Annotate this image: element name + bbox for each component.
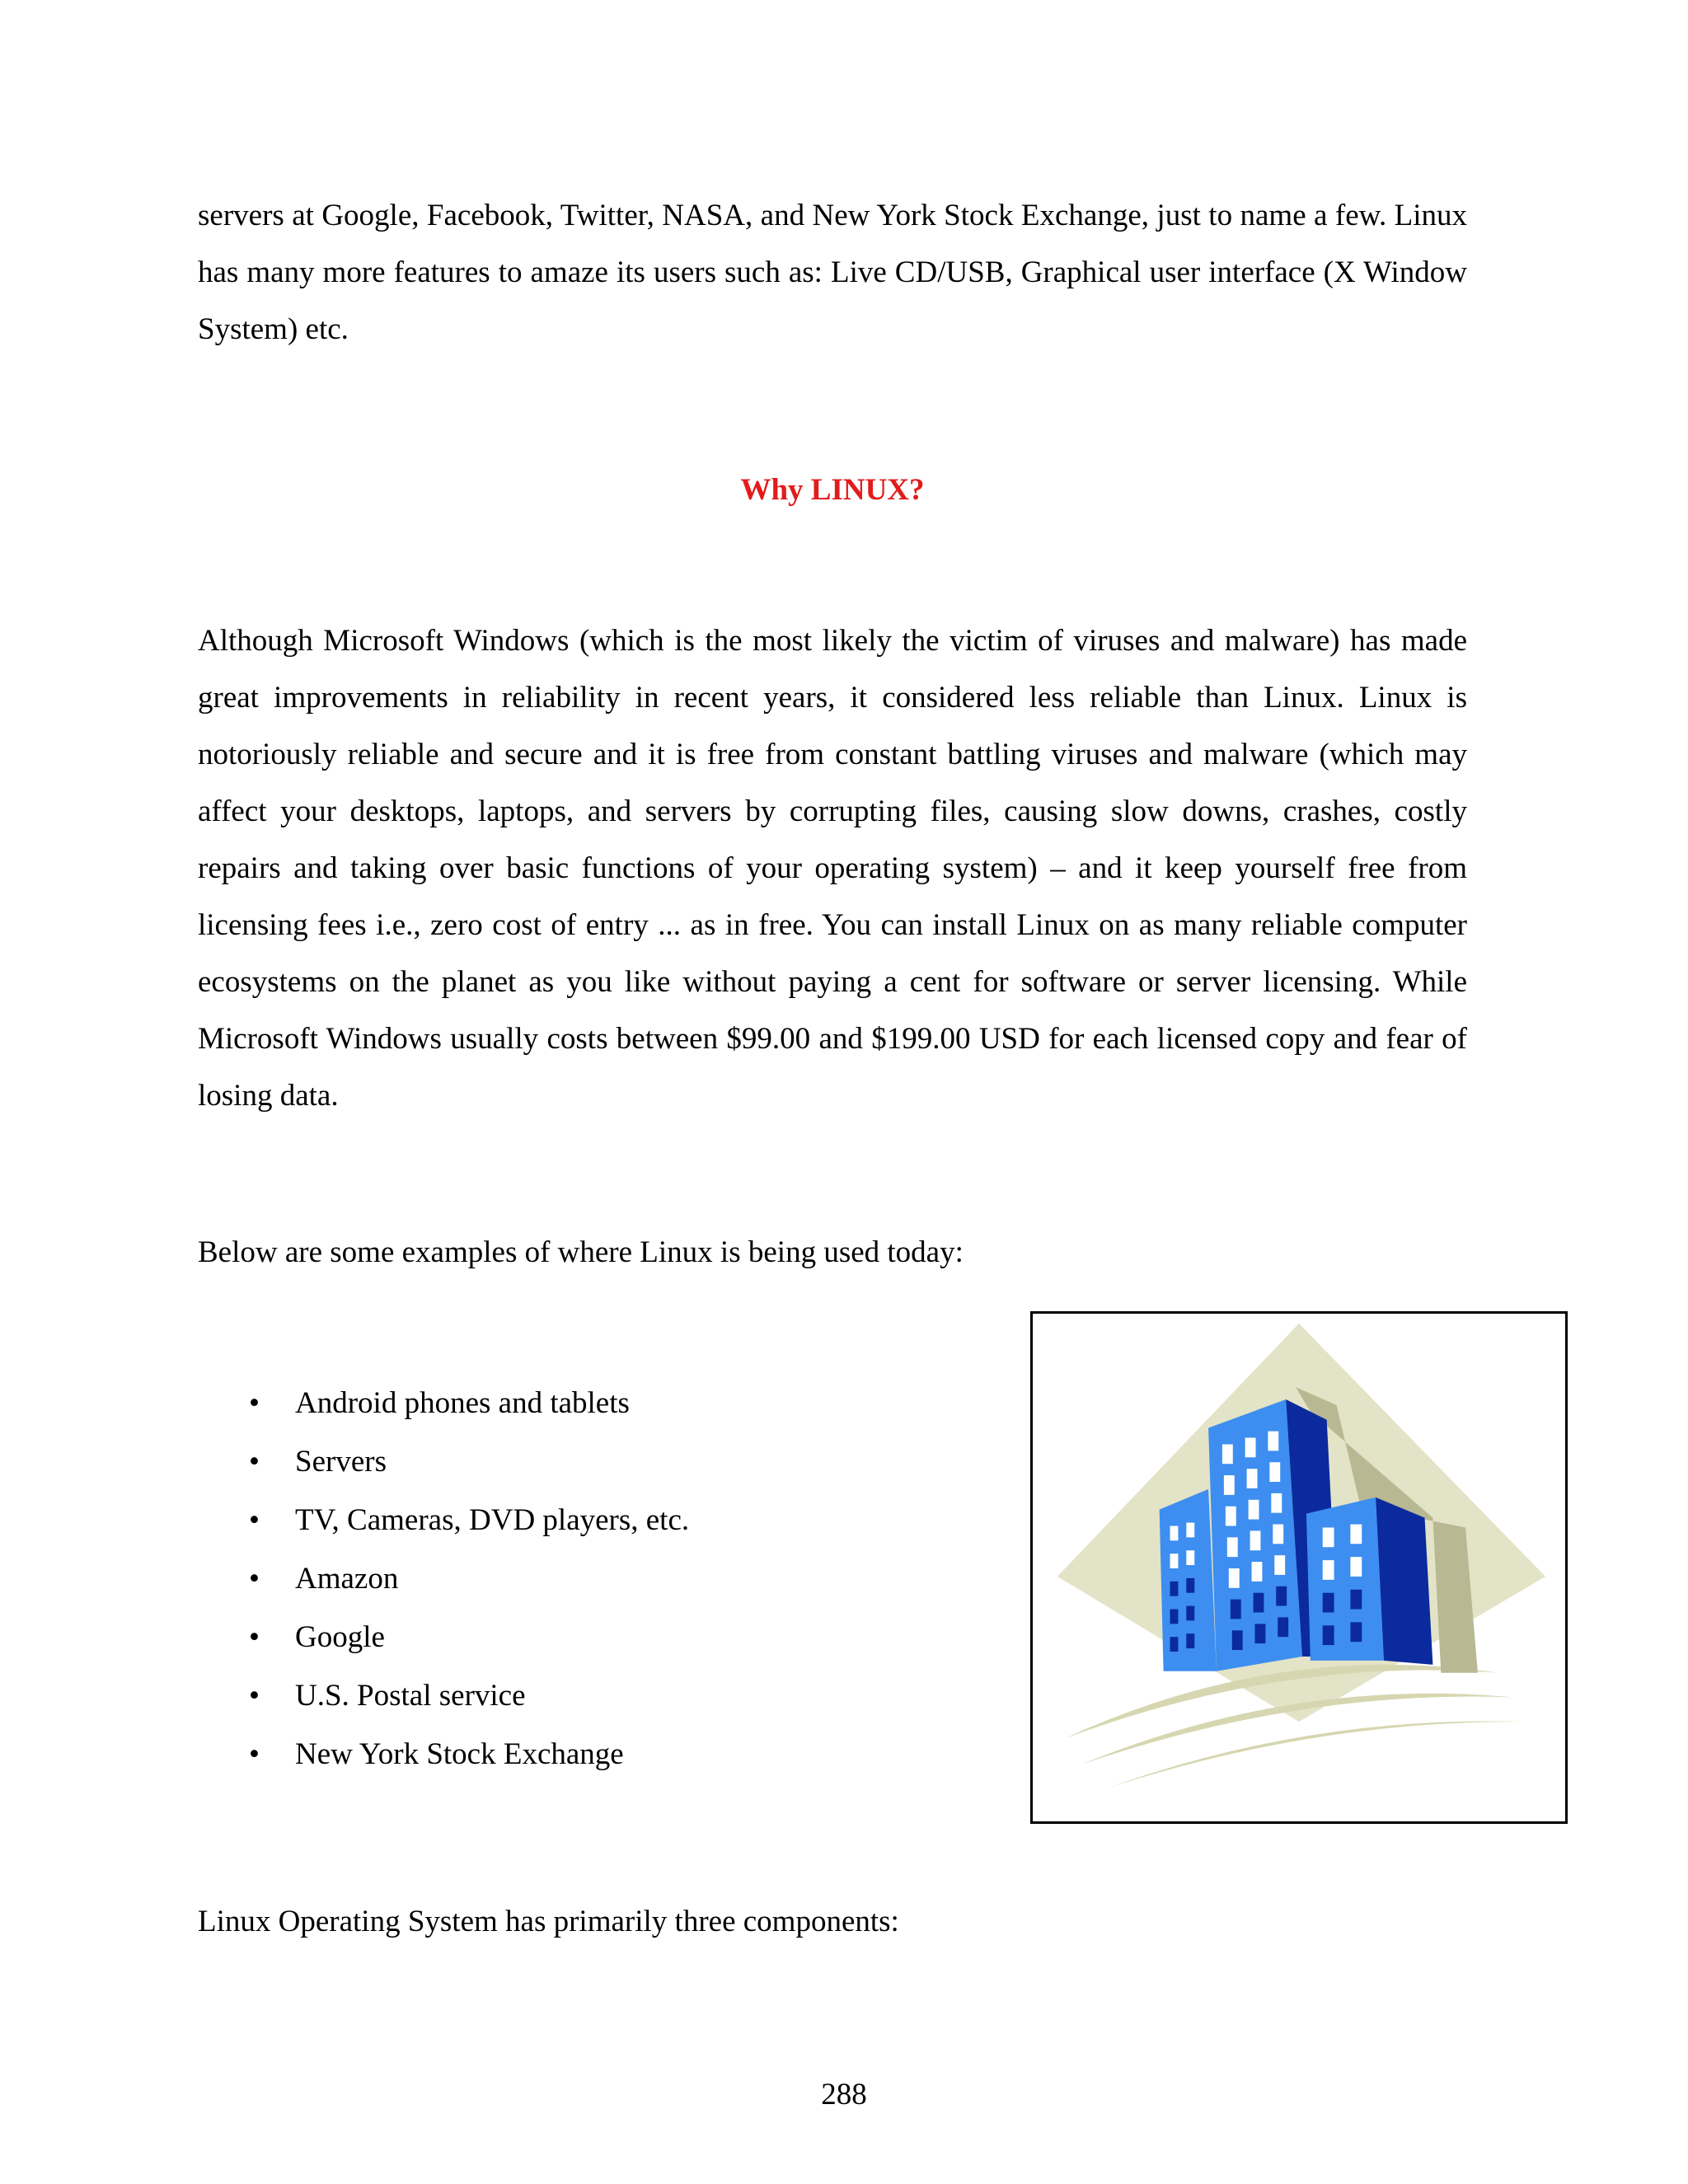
clipart-window bbox=[1224, 1475, 1235, 1495]
clipart-window bbox=[1170, 1582, 1179, 1596]
list-item bbox=[198, 1725, 689, 1783]
clipart-window bbox=[1350, 1590, 1362, 1610]
clipart-window bbox=[1245, 1438, 1256, 1458]
bullet-icon: • bbox=[249, 1386, 260, 1420]
clipart-window bbox=[1255, 1624, 1266, 1643]
clipart-building-right bbox=[1306, 1497, 1384, 1661]
clipart-swoosh bbox=[1082, 1694, 1515, 1765]
clipart-window bbox=[1252, 1562, 1263, 1582]
clipart-window bbox=[1170, 1610, 1179, 1624]
list-item bbox=[198, 1432, 689, 1491]
list-item-text: Amazon bbox=[295, 1562, 399, 1596]
list-item-text: New York Stock Exchange bbox=[295, 1737, 624, 1771]
bullet-icon: • bbox=[249, 1620, 260, 1654]
clipart-window bbox=[1186, 1606, 1194, 1621]
clipart-swoosh bbox=[1110, 1722, 1522, 1788]
list-item bbox=[198, 1549, 689, 1608]
clipart-window bbox=[1323, 1625, 1334, 1645]
clipart-window bbox=[1278, 1617, 1288, 1637]
bullet-icon: • bbox=[249, 1737, 260, 1771]
list-item bbox=[198, 1491, 689, 1549]
list-item bbox=[198, 1608, 689, 1666]
clipart-window bbox=[1226, 1507, 1236, 1526]
clipart-window bbox=[1229, 1568, 1240, 1588]
page-number: 288 bbox=[821, 2078, 867, 2111]
clipart-window bbox=[1273, 1525, 1283, 1544]
clipart-window bbox=[1231, 1600, 1241, 1619]
intro-paragraph: servers at Google, Facebook, Twitter, NASA, and New York Stock Exchange, just to name a few. Linux has many more features to amaze its users such as: Live CD/USB, Graphical user interface (X Window System) etc. bbox=[198, 199, 1467, 346]
clipart-window bbox=[1323, 1560, 1334, 1580]
clipart-window bbox=[1170, 1526, 1179, 1540]
office-buildings-icon bbox=[1033, 1314, 1565, 1821]
bullet-icon: • bbox=[249, 1445, 260, 1479]
clipart-window bbox=[1276, 1586, 1287, 1606]
clipart-window bbox=[1323, 1593, 1334, 1613]
clipart-window bbox=[1254, 1593, 1264, 1613]
clipart-window bbox=[1249, 1500, 1259, 1520]
clipart-window bbox=[1350, 1557, 1362, 1577]
bullet-icon: • bbox=[249, 1503, 260, 1537]
list-item bbox=[198, 1374, 689, 1432]
clipart-window bbox=[1186, 1523, 1194, 1538]
clipart-window bbox=[1186, 1578, 1194, 1593]
clipart-window bbox=[1222, 1444, 1233, 1464]
section-heading: Why LINUX? bbox=[740, 473, 925, 507]
clipart-window bbox=[1350, 1622, 1362, 1642]
clipart-window bbox=[1274, 1555, 1285, 1575]
bullet-icon: • bbox=[249, 1562, 260, 1596]
list-item-text: Google bbox=[295, 1620, 385, 1654]
clipart-window bbox=[1247, 1469, 1258, 1488]
clipart-window bbox=[1271, 1493, 1282, 1513]
clipart-window bbox=[1232, 1630, 1243, 1650]
clipart-window bbox=[1170, 1554, 1179, 1568]
why-linux-paragraph: Although Microsoft Windows (which is the most likely the victim of viruses and malware) has made great improvements in reliability in recent years, it considered less reliable than Linux. Linux is notoriously reliable and secure and it is free from constant battling viruses and malware (which may affect your desktops, laptops, and servers by corrupting files, causing slow downs, crashes, costly repairs and taking over basic functions of your operating system) – and it keep yourself free from licensing fees i.e., zero cost of entry ... as in free. You can install Linux on as many reliable computer ecosystems on the planet as you like without paying a cent for software or server licensing. While Microsoft Windows usually costs between $99.00 and $199.00 USD for each licensed copy and fear of losing data. bbox=[198, 624, 1467, 1113]
clipart-window bbox=[1186, 1550, 1194, 1565]
examples-list bbox=[198, 1374, 689, 1783]
clipart-window bbox=[1269, 1462, 1280, 1482]
clipart-window bbox=[1170, 1637, 1179, 1652]
examples-intro: Below are some examples of where Linux is being used today: bbox=[198, 1235, 964, 1269]
clipart-window bbox=[1250, 1530, 1261, 1550]
office-buildings-clipart-frame bbox=[1030, 1311, 1568, 1824]
clipart-window bbox=[1268, 1432, 1278, 1451]
list-item-text: Servers bbox=[295, 1445, 387, 1479]
clipart-building-right-side bbox=[1376, 1497, 1432, 1665]
clipart-window bbox=[1227, 1537, 1238, 1557]
list-item bbox=[198, 1666, 689, 1725]
clipart-window bbox=[1323, 1527, 1334, 1547]
list-item-text: TV, Cameras, DVD players, etc. bbox=[295, 1503, 690, 1537]
clipart-window bbox=[1186, 1633, 1194, 1648]
list-item-text: U.S. Postal service bbox=[295, 1679, 526, 1713]
bullet-icon: • bbox=[249, 1679, 260, 1713]
clipart-window bbox=[1350, 1525, 1362, 1544]
components-intro: Linux Operating System has primarily three components: bbox=[198, 1905, 899, 1938]
list-item-text: Android phones and tablets bbox=[295, 1386, 630, 1420]
